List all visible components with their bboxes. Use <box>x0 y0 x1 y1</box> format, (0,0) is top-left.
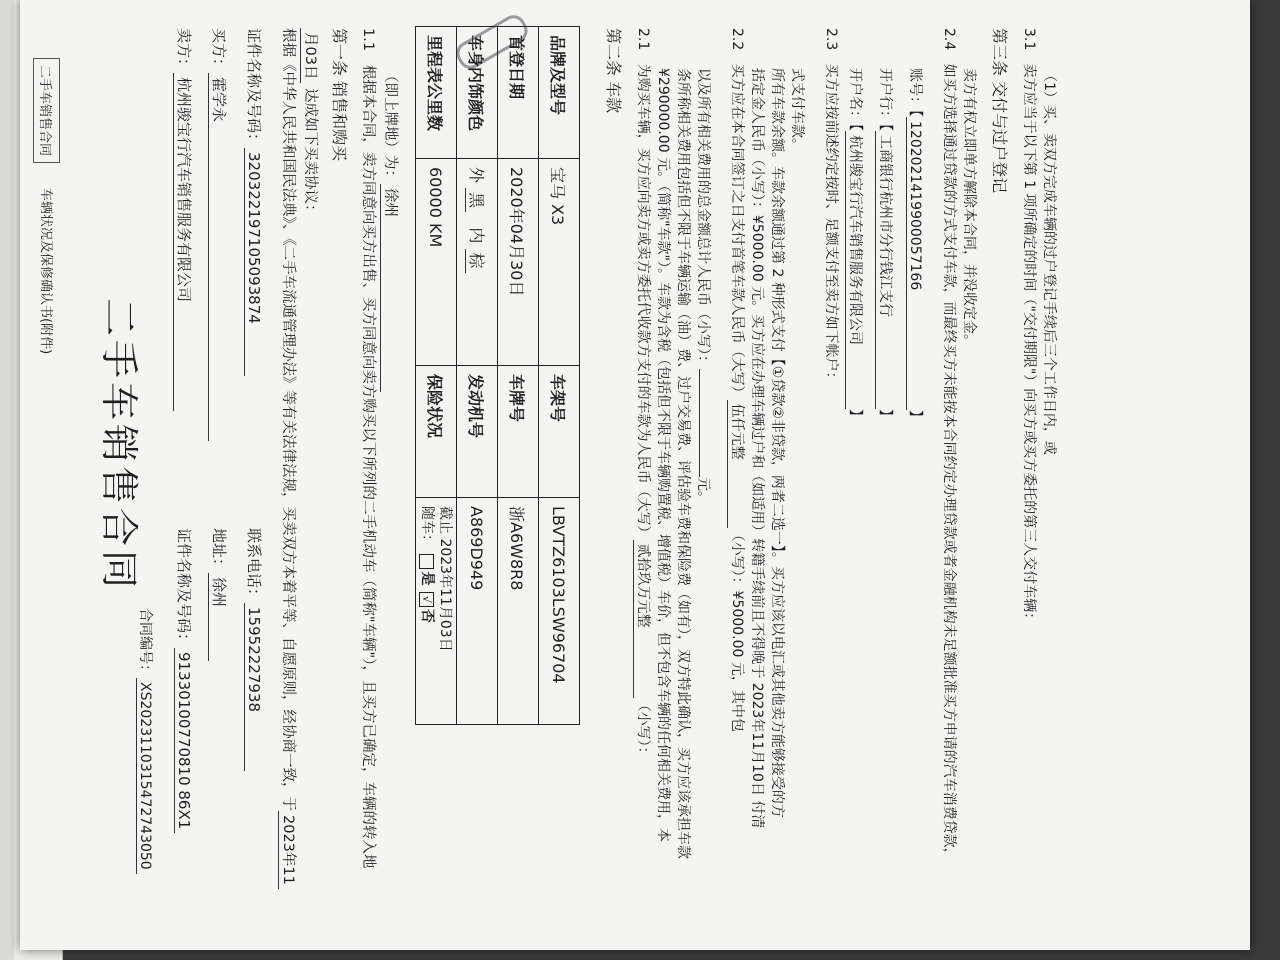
seller-value: 杭州骏宝行汽车销售服务有限公司 <box>173 73 195 411</box>
attachment-note: 车辆状况及保修确认书(附件) <box>38 188 53 355</box>
seller-id-value: 91330100770810 86X1 <box>174 648 193 833</box>
bracket: 】 <box>907 410 923 424</box>
clause-text: 元。 <box>695 477 711 505</box>
first-reg-label: 首登日期 <box>498 27 539 159</box>
bank-value: 工商银行杭州市分行钱江支行 <box>875 131 896 409</box>
header-stamp: 二手车销售合同 <box>33 58 60 163</box>
buyer-label: 买方： <box>210 28 228 74</box>
clause-text: （小写）：¥5000.00 元，其中包 <box>729 527 745 732</box>
intro-tail: 达成如下买卖协议： <box>302 88 318 219</box>
clause-text: 为购买车辆，买方应向卖方或卖方委托代收款方支付的车款为人民币（大写） <box>635 63 651 540</box>
clause-number: 3.1 <box>1021 28 1037 51</box>
intro-line-2 <box>300 28 322 219</box>
insurance-until: 截止 2023年11月03日 <box>437 506 453 652</box>
intro-date: 2023年11 <box>278 811 300 889</box>
clause-2-3 <box>822 28 842 386</box>
color-value <box>457 159 498 366</box>
clause-2-4-line: 卖方有权立即单方解除本合同，并没收定金。 <box>961 68 977 348</box>
clause-1-1-cont <box>380 68 402 392</box>
plate-label: 车牌号 <box>498 366 539 498</box>
seller-id-label: 证件名称及号码： <box>175 528 193 649</box>
contract-number-label: 合同编号： <box>137 608 153 678</box>
vehicle-info-table <box>415 26 580 725</box>
seller-id-row <box>174 528 195 833</box>
yes-label: 是 <box>419 571 435 586</box>
seller-label: 卖方： <box>175 28 193 74</box>
article-1-title: 第一条 销售和购买 <box>330 28 349 162</box>
phone-row <box>244 528 265 771</box>
clause-3-1 <box>1020 28 1040 626</box>
clause-number: 2.2 <box>729 28 745 51</box>
engine-value: A869D949 <box>457 498 498 725</box>
engine-label: 发动机号 <box>457 366 498 498</box>
checkbox-yes <box>420 554 435 569</box>
blank-field <box>699 369 700 477</box>
contract-number-value: XS20231103154727430​50 <box>136 678 153 874</box>
intro-text: 根据《中华人民共和国民法典》、《二手车流通管理办法》等有关法律法规，买卖双方本着平等、自愿原则，经协商一致，于 <box>280 28 296 811</box>
account-number-row <box>906 68 926 424</box>
table-row <box>416 27 457 725</box>
clause-number: 2.1 <box>635 28 651 51</box>
clause-text: 根据本合同，卖方同意向买方出售、买方同意向卖方购买以下所列的二手机动车（简称"车辆"），且买方已确定，车辆的转入地 <box>360 64 376 869</box>
clause-text: 买方应按前述约定按时、足额支付至卖方如下帐户： <box>823 63 839 386</box>
mileage-value: 60000 KM <box>416 159 457 366</box>
clause-2-1 <box>633 28 654 761</box>
clause-number: 2.4 <box>941 28 957 51</box>
brand-label: 品牌及型号 <box>539 27 580 159</box>
contract-title: 二手车销售合同 <box>97 298 141 593</box>
contract-page <box>20 0 1250 950</box>
vin-value: LBVTZ6103LSW96704 <box>539 498 580 725</box>
clause-2-1-line <box>694 68 714 505</box>
buyer-value: 霍学永 <box>208 73 230 441</box>
clause-1-1 <box>359 28 380 868</box>
amount-chinese: 贰拾玖万元整 <box>633 540 654 698</box>
buyer-id-value: 320322197105093874 <box>244 148 263 376</box>
checkbox-no-checked: √ <box>420 592 435 607</box>
clause-text: （即上牌地）为： <box>382 68 398 184</box>
no-label: 否 <box>419 608 435 623</box>
exterior-label: 外 <box>467 167 486 184</box>
first-reg-value: 2020年04月30日 <box>498 159 539 366</box>
account-name-value: 杭州骏宝行汽车销售服务有限公司 <box>845 131 866 409</box>
brand-value: 宝马 X3 <box>539 159 580 366</box>
amount-chinese: 伍仟元整 <box>727 400 748 528</box>
clause-text: 如买方选择通过贷款的方式支付车款，而最终买方未能按本合同约定办理贷款或者金融机构未足额批准买方申请的汽车消费贷款， <box>941 63 957 862</box>
address-row <box>208 528 230 661</box>
account-number-label: 账号：【 <box>907 68 923 117</box>
vin-label: 车架号 <box>539 366 580 498</box>
article-2-title: 第二条 车款 <box>604 28 623 114</box>
insurance-value <box>416 498 457 725</box>
phone-value: 15952227938 <box>244 603 263 771</box>
buyer-id-label: 证件名称及号码： <box>245 28 263 149</box>
exterior-color: 黑 <box>465 188 489 212</box>
bracket: 】 <box>847 409 863 423</box>
clause-2-2 <box>727 28 748 732</box>
buyer-row <box>208 28 230 441</box>
account-number-value: 1202021419900057166 <box>906 117 923 410</box>
address-label: 地址： <box>210 528 228 574</box>
intro-date-cont: 月03日 <box>300 28 322 83</box>
clause-2-1-line: ¥290000.00 元。（简称"车款"）。车款为含税（包括但不限于车辆购置税、增值税）车价，但不包含车辆的任何相关费用，本 <box>655 68 671 842</box>
account-name-row <box>845 68 866 423</box>
clause-text: 卖方应当于以下第 1 项所确定的时间（"交付期限"）向买方或买方委托的第三人交付车辆： <box>1021 63 1037 627</box>
rotated-page-content <box>20 0 1240 950</box>
bracket: 】 <box>877 409 893 423</box>
clause-2-2-line: 括定金人民币（小写）：¥5000.00 元。买方应在办理车辆过户和（如适用）转籍手续前且不得晚于 2023年11月10日 付清 <box>749 68 765 829</box>
clause-number: 2.3 <box>823 28 839 51</box>
clause-2-1-line: 条所称相关费用包括但不限于车辆运输（油）费、过户交易费、评估验车费和保险费（如有），双方特此确认，买方应该承担车款 <box>675 68 691 859</box>
account-name-label: 开户名：【 <box>847 68 863 131</box>
clause-text: 以及所有相关费用的总金额总计人民币（小写）： <box>695 68 711 369</box>
registration-place: 徐州 <box>380 184 402 392</box>
clause-2-2-line: 所有车款余额。车款余额通过第 2 种形式支付【①贷款②非贷款，两者二选一】。买方应该以电汇或其他卖方能够接受的方 <box>769 68 785 818</box>
table-row <box>539 27 580 725</box>
table-row <box>457 27 498 725</box>
clause-3-1-line: （1）买、卖双方完成车辆的过户登记手续后三个工作日内，或 <box>1041 68 1057 455</box>
bank-label: 开户行：【 <box>877 68 893 131</box>
article-3-title: 第三条 交付与过户登记 <box>990 28 1009 194</box>
phone-label: 联系电话： <box>245 528 263 604</box>
clause-number: 1.1 <box>360 28 376 52</box>
mileage-label: 里程表公里数 <box>416 27 457 159</box>
color-label: 车身内饰颜色 <box>457 27 498 159</box>
buyer-id-row <box>244 28 265 376</box>
contract-number <box>136 608 156 874</box>
table-row <box>498 27 539 725</box>
seller-row <box>173 28 195 411</box>
interior-label: 内 <box>467 227 486 244</box>
plate-value: 浙A6W8R8 <box>498 498 539 725</box>
bank-row <box>875 68 896 423</box>
interior-color: 棕 <box>465 249 489 273</box>
insurance-follow-label: 随车： <box>419 506 435 548</box>
clause-text: （小写）： <box>635 697 651 761</box>
clause-2-4 <box>940 28 960 862</box>
intro-line-1 <box>278 28 300 889</box>
address-value: 徐州 <box>208 573 230 661</box>
insurance-label: 保险状况 <box>416 366 457 498</box>
clause-text: 买方应在本合同签订之日支付首笔车款人民币（大写） <box>729 63 745 400</box>
clause-2-2-line: 式支付车款。 <box>789 68 805 152</box>
